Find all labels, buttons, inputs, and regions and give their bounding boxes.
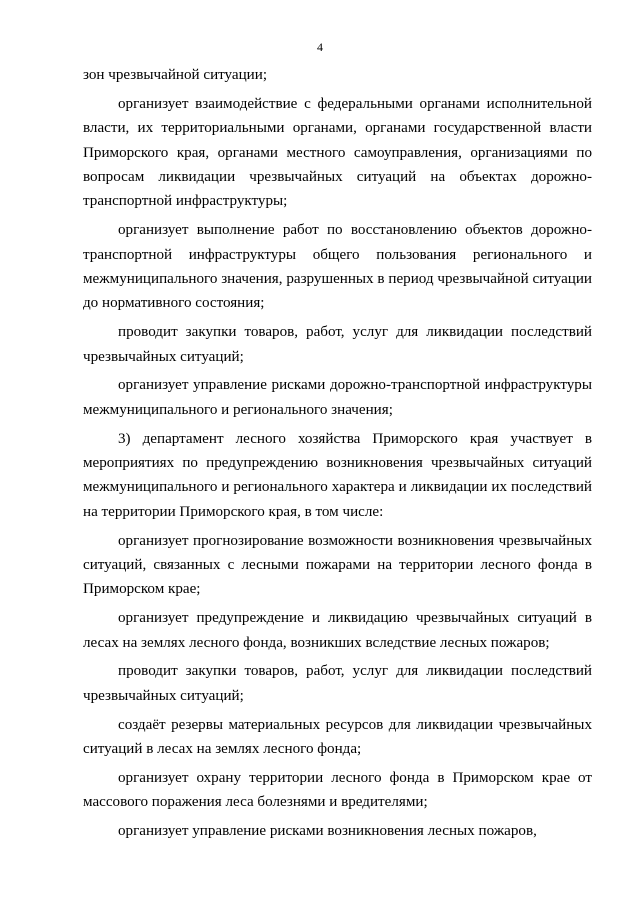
paragraph-road-risk-management: организует управление рисками дорожно-транспортной инфраструктуры межмуниципального и регионального значения; <box>83 377 592 418</box>
paragraph-forestry-department: 3) департамент лесного хозяйства Приморского края участвует в мероприятиях по предупреждению возникновения чрезвычайных ситуаций межмуниципального и регионального характера и ликвидации их последствий на территории Приморского края, в том числе: <box>83 430 592 520</box>
paragraph-procurement-2: проводит закупки товаров, работ, услуг для ликвидации последствий чрезвычайных ситуаций; <box>83 663 592 704</box>
paragraph-material-reserves: создаёт резервы материальных ресурсов для ликвидации чрезвычайных ситуаций в лесах на землях лесного фонда; <box>83 716 592 758</box>
paragraph-forest-protection: организует охрану территории лесного фонда в Приморском крае от массового поражения леса болезнями и вредителями; <box>83 769 592 811</box>
paragraph-continuation: зон чрезвычайной ситуации; <box>83 67 268 83</box>
paragraph-prevention-liquidation: организует предупреждение и ликвидацию чрезвычайных ситуаций в лесах на землях лесного фонда, возникших вследствие лесных пожаров; <box>83 610 592 651</box>
paragraph-forecasting: организует прогнозирование возможности возникновения чрезвычайных ситуаций, связанных с лесными пожарами на территории лесного фонда в Приморском крае; <box>83 532 592 598</box>
page-number: 4 <box>317 40 323 54</box>
paragraph-interaction-federal-bodies: организует взаимодействие с федеральными органами исполнительной власти, их территориальными органами, органами государственной власти Приморского края, органами местного самоуправления, организациями по вопросам ликвидации чрезвычайных ситуаций на объектах дорожно-транспортной инфраструктуры; <box>83 95 592 210</box>
paragraph-restoration-works: организует выполнение работ по восстановлению объектов дорожно-транспортной инфраструктуры общего пользования регионального и межмуниципального значения, разрушенных в период чрезвычайной ситуации до нормативного состояния; <box>83 222 592 312</box>
document-body <box>83 63 592 848</box>
paragraph-fire-risk-management: организует управление рисками возникновения лесных пожаров, <box>118 823 537 840</box>
paragraph-procurement-1: проводит закупки товаров, работ, услуг для ликвидации последствий чрезвычайных ситуаций; <box>83 324 592 365</box>
